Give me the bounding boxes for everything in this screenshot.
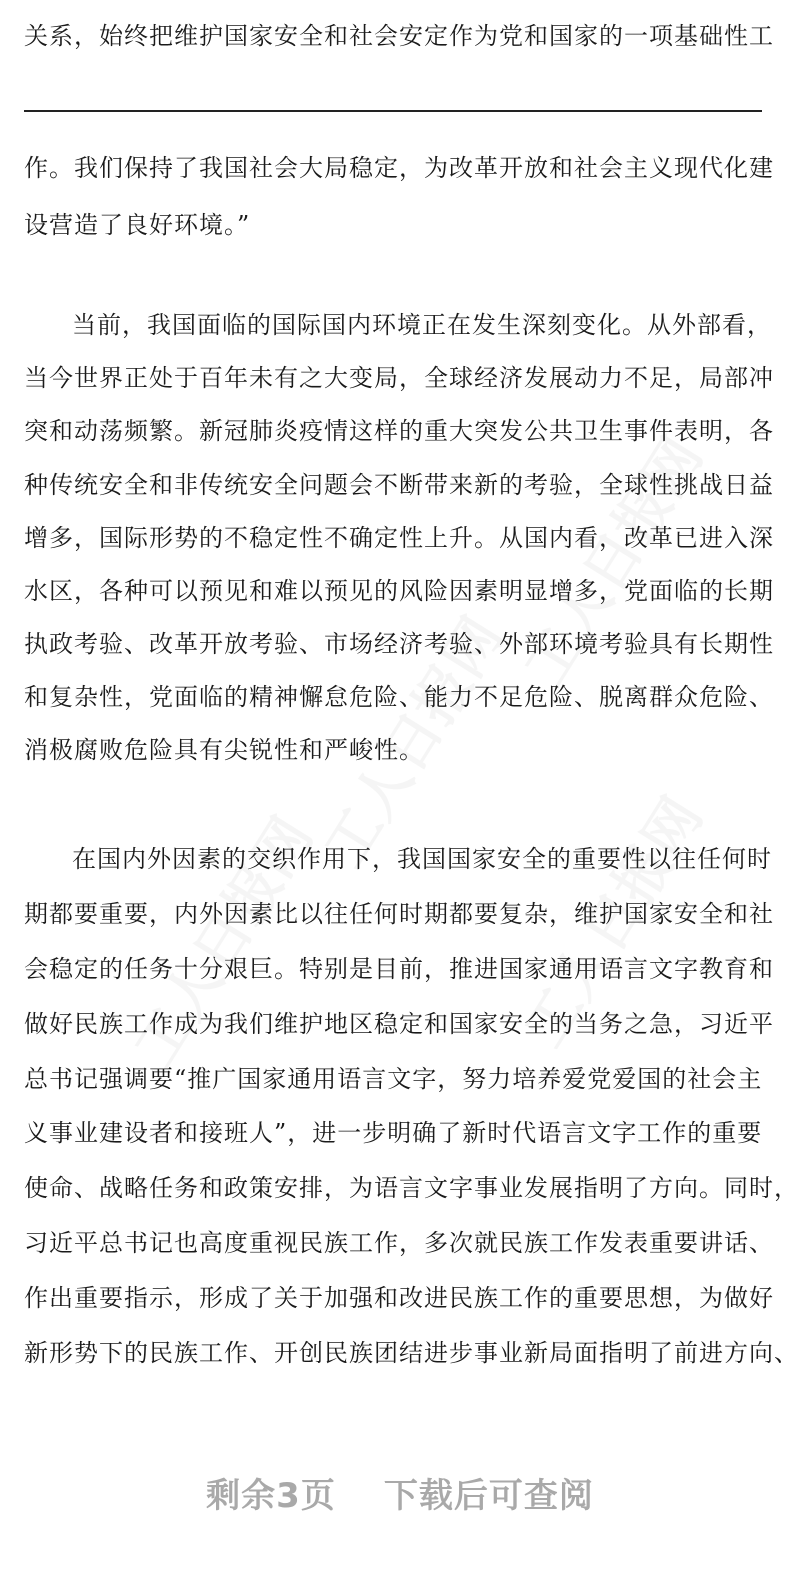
remaining-pages-label: 剩余3页 xyxy=(206,1476,336,1516)
text-line: 做好民族工作成为我们维护地区稳定和国家安全的当务之急，习近平 xyxy=(24,1010,774,1038)
text-line: 新形势下的民族工作、开创民族团结进步事业新局面指明了前进方向、 xyxy=(24,1339,799,1367)
text-line: 习近平总书记也高度重视民族工作，多次就民族工作发表重要讲话、 xyxy=(24,1229,774,1257)
text-line: 作出重要指示，形成了关于加强和改进民族工作的重要思想，为做好 xyxy=(24,1284,774,1312)
text-line: 会稳定的任务十分艰巨。特别是目前，推进国家通用语言文字教育和 xyxy=(24,955,774,983)
text-line: 期都要重要，内外因素比以往任何时期都要复杂，维护国家安全和社 xyxy=(24,900,774,928)
text-line: 水区，各种可以预见和难以预见的风险因素明显增多，党面临的长期 xyxy=(24,577,774,605)
remaining-pages-banner[interactable] xyxy=(0,1468,800,1517)
text-line: 关系，始终把维护国家安全和社会安定作为党和国家的一项基础性工 xyxy=(24,22,774,50)
text-line: 总书记强调要“推广国家通用语言文字，努力培养爱党爱国的社会主 xyxy=(24,1065,763,1093)
text-line: 当今世界正处于百年未有之大变局，全球经济发展动力不足，局部冲 xyxy=(24,364,774,392)
text-line: 执政考验、改革开放考验、市场经济考验、外部环境考验具有长期性 xyxy=(24,630,774,658)
text-line: 义事业建设者和接班人”，进一步明确了新时代语言文字工作的重要 xyxy=(24,1119,763,1147)
text-line: 突和动荡频繁。新冠肺炎疫情这样的重大突发公共卫生事件表明，各 xyxy=(24,417,774,445)
text-line: 使命、战略任务和政策安排，为语言文字事业发展指明了方向。同时， xyxy=(24,1174,799,1202)
text-line: 消极腐败危险具有尖锐性和严峻性。 xyxy=(24,736,424,764)
download-to-view-label: 下载后可查阅 xyxy=(383,1476,594,1516)
text-line: 增多，国际形势的不稳定性不确定性上升。从国内看，改革已进入深 xyxy=(24,524,774,552)
page-divider xyxy=(24,110,762,112)
text-line: 作。我们保持了我国社会大局稳定，为改革开放和社会主义现代化建 xyxy=(24,154,774,182)
paragraph-first-line: 在国内外因素的交织作用下，我国国家安全的重要性以往任何时 xyxy=(72,845,772,873)
text-line: 设营造了良好环境。” xyxy=(24,211,251,239)
text-line: 种传统安全和非传统安全问题会不断带来新的考验，全球性挑战日益 xyxy=(24,471,774,499)
paragraph-first-line: 当前，我国面临的国际国内环境正在发生深刻变化。从外部看， xyxy=(72,311,772,339)
text-line: 和复杂性，党面临的精神懈怠危险、能力不足危险、脱离群众危险、 xyxy=(24,683,774,711)
